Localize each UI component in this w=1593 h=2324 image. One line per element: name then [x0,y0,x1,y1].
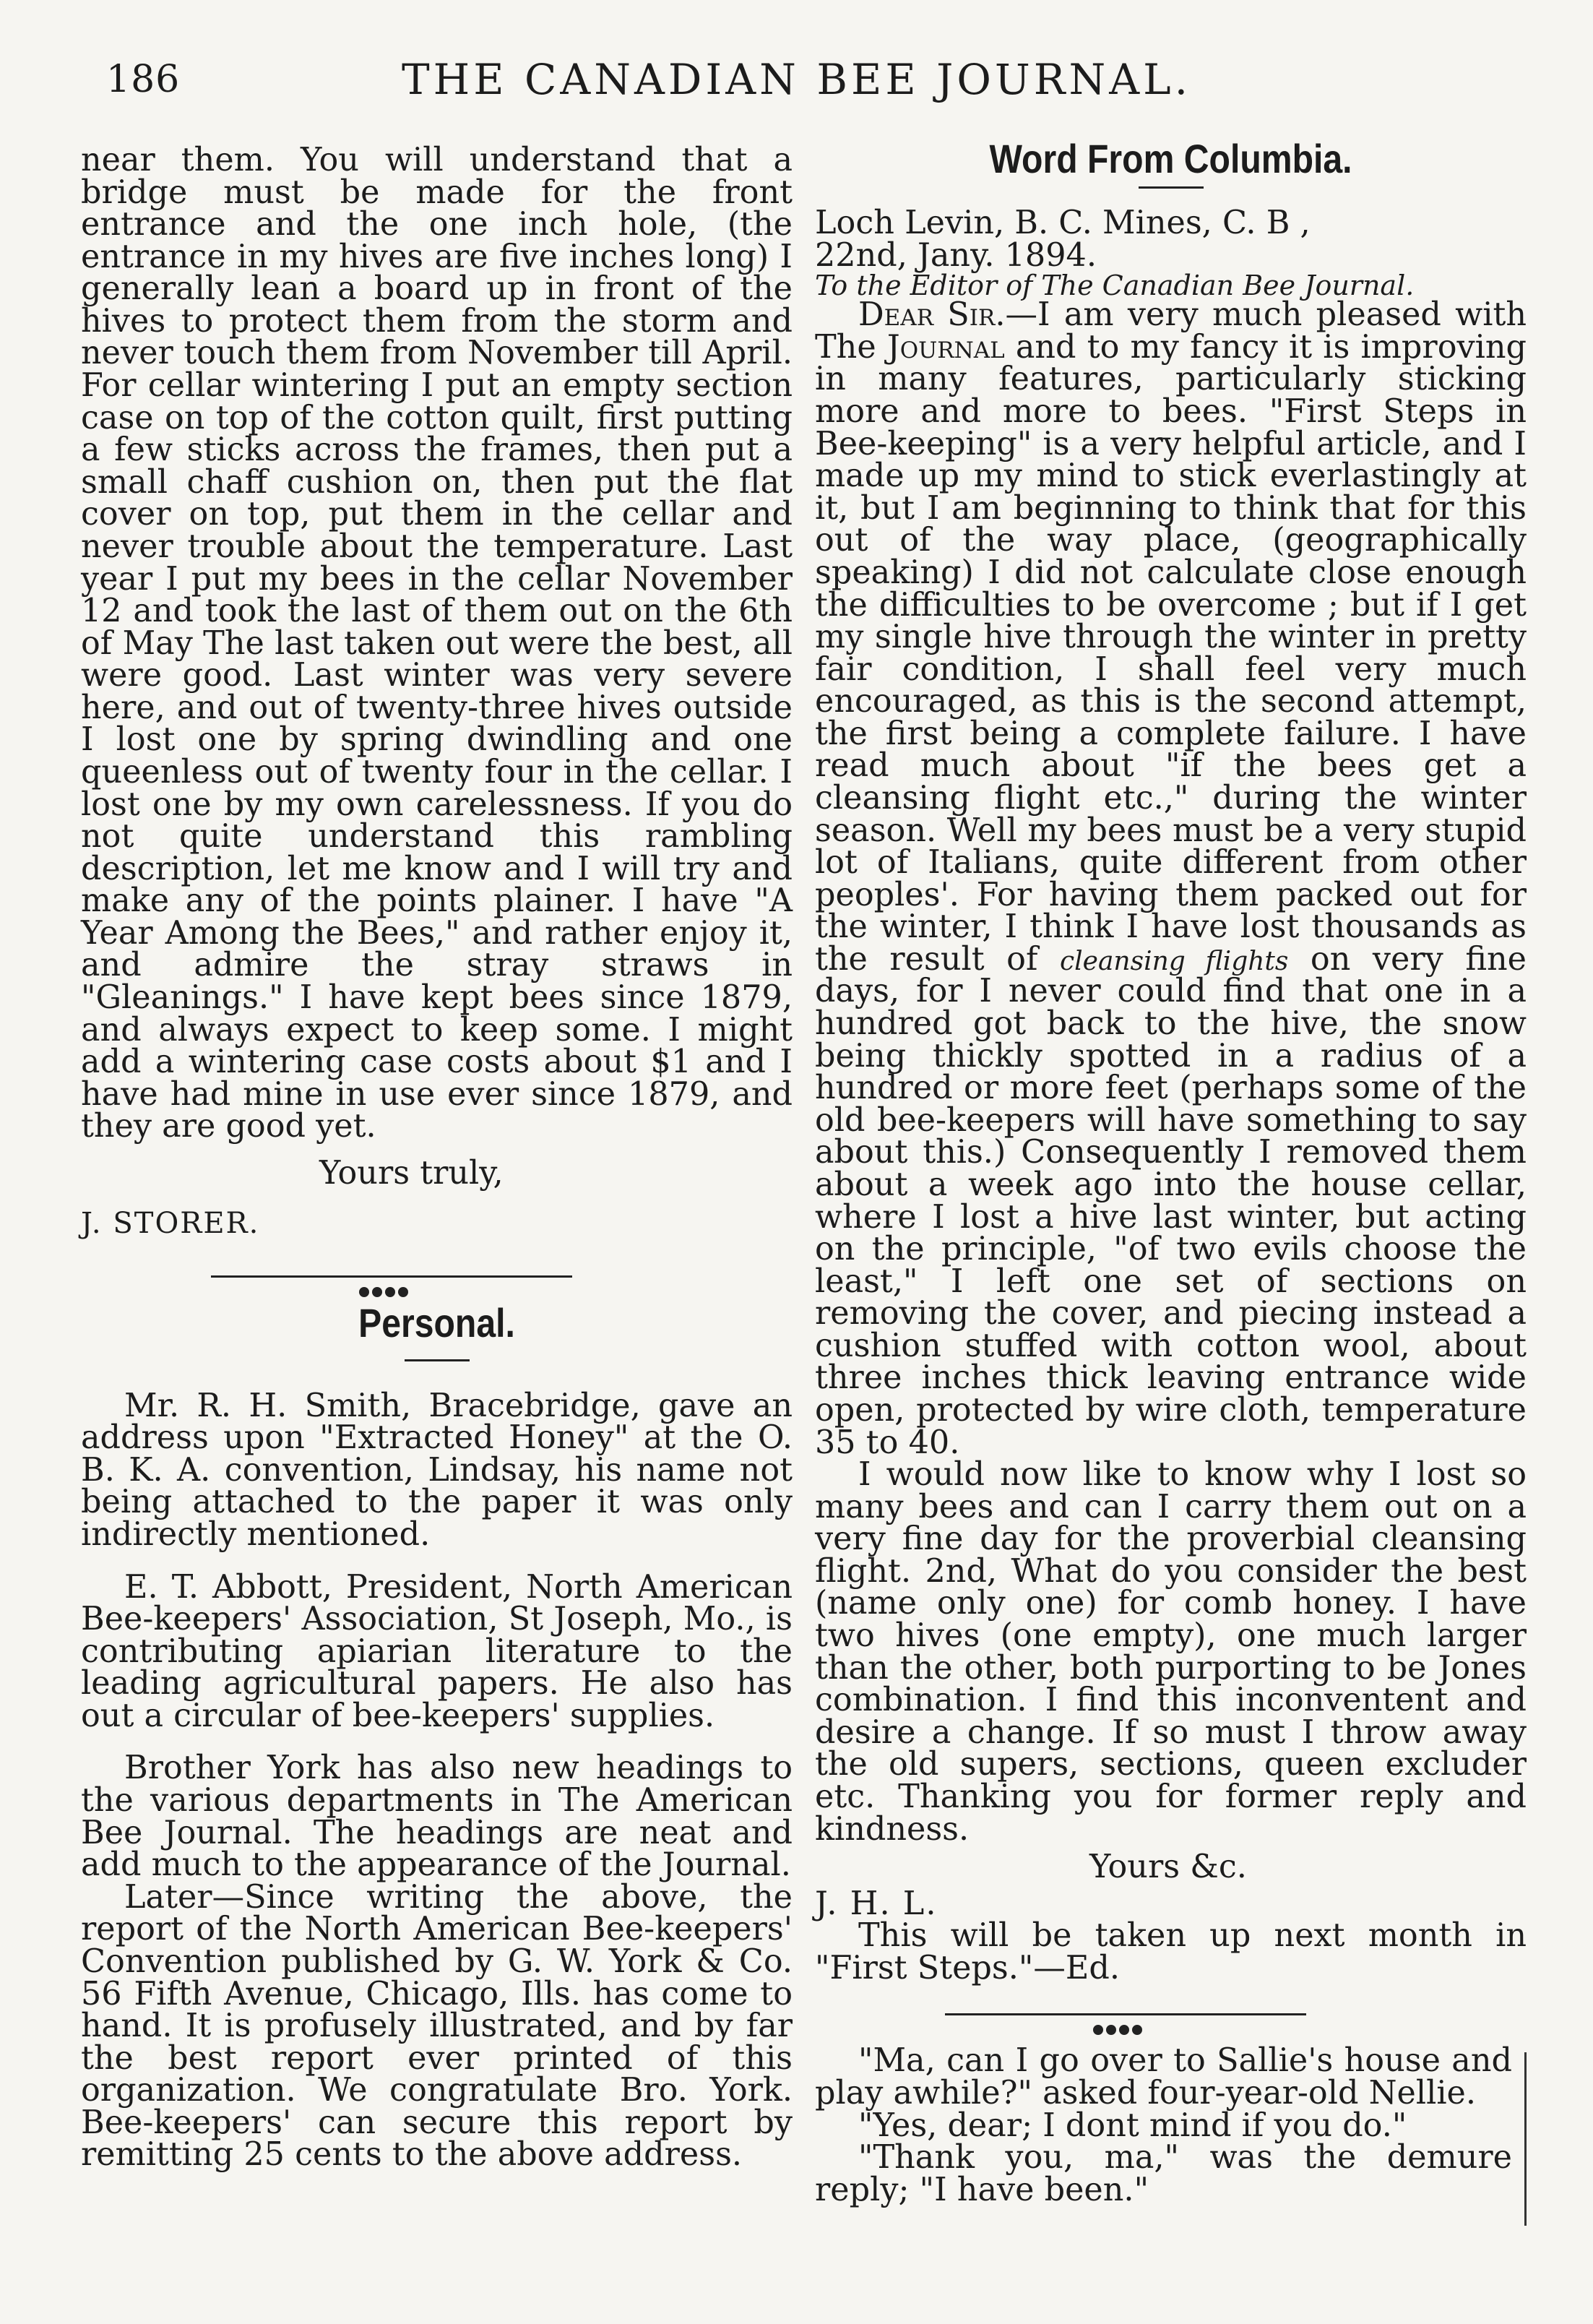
section-divider [815,1992,1527,2035]
anecdote-line: "Thank you, ma," was the demure reply; "I have been." [815,2139,1512,2208]
personal-heading: Personal. [358,1299,515,1346]
section-divider [81,1254,793,1297]
dateline-place: Loch Levin, B. C. Mines, C. B , [815,205,1311,242]
personal-paragraph: Brother York has also new headings to the various departments in The American Bee Journal. The headings are neat and add much to the appearance of the Journal. [81,1750,793,1884]
personal-paragraph: Mr. R. H. Smith, Bracebridge, gave an address upon "Extracted Honey" at the O. B. K. A. convention, Lindsay, his name not being attached to the paper it was only indirectly mentioned. [81,1387,793,1553]
letter-signature: J. H. L. [815,1885,938,1922]
letter-paragraph: near them. You will understand that a bridge must be made for the front entrance and the one inch hole, (the entrance in my hives are five inches long) I generally lean a board up in front of the hives to protect them from the storm and never touch them from November till April. For cellar wintering I put an empty section case on top of the cotton quilt, first putting a few sticks across the frames, then put a small chaff cushion on, then put the flat cover on top, put them in the cellar and never trouble about the temperature. Last year I put my bees in the cellar November 12 and took the last of them out on the 6th of May The last taken out were the best, all were good. Last winter was very severe here, and out of twenty-three hives outside I lost one by spring dwindling and one queenless out of twenty four in the cellar. I lost one by my own carelessness. If you do not quite understand this rambling description, let me know and I will try and make any of the points plainer. I have "A Year Among the Bees," and rather enjoy it, and admire the stray straws in "Gleanings." I have kept bees since 1879, and always expect to keep some. I might add a wintering case costs about $1 and I have had mine in use ever since 1879, and they are good yet. [81,142,793,1145]
anecdote-line: "Ma, can I go over to Sallie's house and play awhile?" asked four-year-old Nellie. [815,2042,1512,2112]
letter-closing: Yours &c. [1089,1849,1247,1886]
page-number: 186 [106,58,181,101]
salutation: Dear Sir. [858,296,1006,334]
right-column [815,136,1527,2208]
addressee: To the Editor of The Canadian Bee Journal. [815,270,1415,302]
page-header [0,49,1593,114]
heading-rule [1139,186,1204,189]
anecdote [815,2042,1527,2208]
letter-paragraph: Dear Sir.—I am very much pleased with The Journal and to my fancy it is improving in many features, particularly sticking more and more to bees. "First Steps in Bee-keeping" is a very helpful article, and I made up my mind to stick everlastingly at it, but I am beginning to think that for this out of the way place, (geographically speaking) I did not calculate close enough the difficulties to be overcome ; but if I get my single hive through the winter in pretty fair condition, I shall feel very much encouraged, as this is the second attempt, the first being a complete failure. I have read much about "if the bees get a cleansing flight etc.," during the winter season. Well my bees must be a very stupid lot of Italians, quite different from other peoples'. For having them packed out for the winter, I think I have lost thousands as the result of cleansing flights on very fine days, for I never could find that one in a hundred got back to the hive, the snow being thickly spotted in a radius of a hundred or more feet (perhaps some of the old bee-keepers will have something to say about this.) Consequently I removed them about a week ago into the house cellar, where I lost a hive last winter, but acting on the principle, "of two evils choose the least," I left one set of sections on removing the cover, and piecing instead a cushion stuffed with cotton wool, about three inches thick leaving entrance wide open, protected by wire cloth, temperature 35 to 40. [815,296,1527,1461]
article-heading: Word From Columbia. [989,136,1352,181]
anecdote-line: "Yes, dear; I dont mind if you do." [858,2106,1407,2144]
editor-note: This will be taken up next month in "First Steps."—Ed. [815,1917,1527,1987]
personal-paragraph: Later—Since writing the above, the report of the North American Bee-keepers' Convention published by G. W. York & Co. 56 Fifth Avenue, Chicago, Ills. has come to hand. It is profusely illustrated, and by far the best report ever printed of this organization. We congratulate Bro. York. Bee-keepers' can secure this report by remitting 25 cents to the above address. [81,1878,793,2174]
margin-bar [1524,2052,1527,2226]
letter-signature: J. STORER. [81,1206,260,1240]
letter-closing: Yours truly, [319,1154,504,1192]
left-column [81,142,793,2174]
dateline-date: 22nd, Jany. 1894. [815,236,1097,274]
journal-title: THE CANADIAN BEE JOURNAL. [401,55,1192,104]
letter-paragraph: I would now like to know why I lost so many bees and can I carry them out on a very fine day for the proverbial cleansing flight. 2nd, What do you consider the best (name only one) for comb honey. I have two hives (one empty), one much larger than the other, both purporting to be Jones combination. I find this inconventent and desire a change. If so must I throw away the old supers, sections, queen excluder etc. Thanking you for former reply and kindness. [815,1456,1527,1848]
heading-rule [405,1359,470,1361]
personal-paragraph: E. T. Abbott, President, North American Bee-keepers' Association, St Joseph, Mo., is contributing apiarian literature to the leading agricultural papers. He also has out a circular of bee-keepers' supplies. [81,1568,793,1734]
